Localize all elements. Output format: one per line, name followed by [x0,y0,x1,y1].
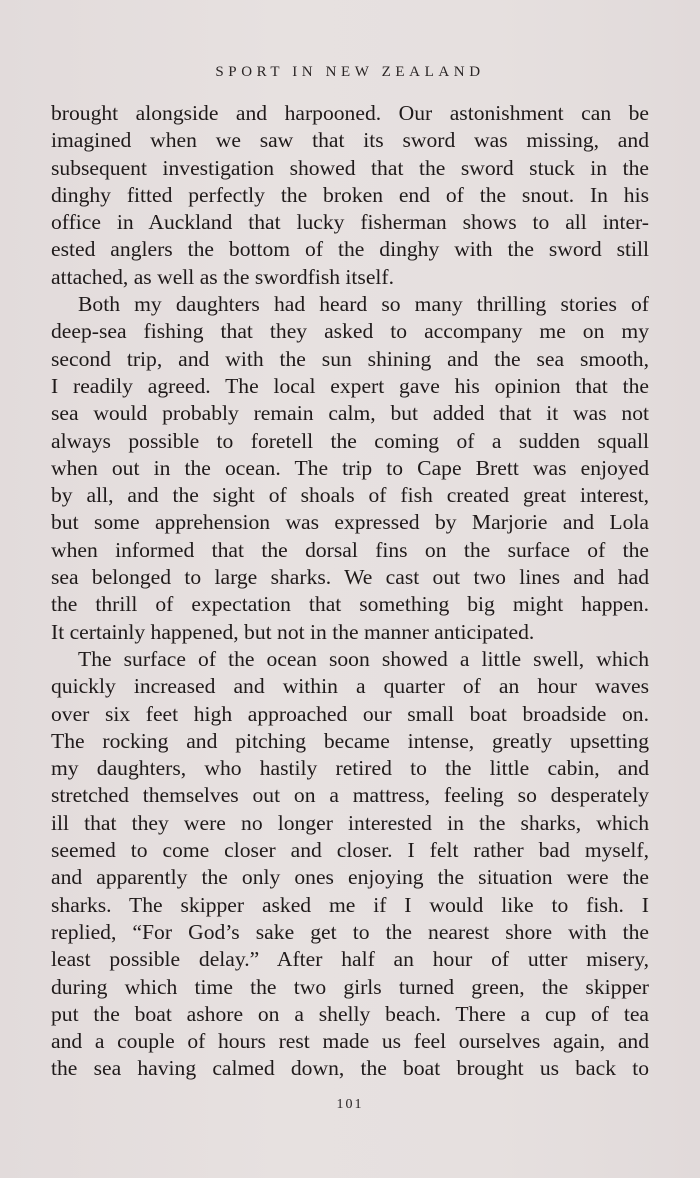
text-line: the thrill of expectation that something big might happen. [51,592,649,617]
text-line: when out in the ocean. The trip to Cape Brett was enjoyed [51,455,649,480]
text-line: the sea having calmed down, the boat brought us back to [51,1056,649,1081]
text-line: but some apprehension was expressed by Marjorie and Lola [51,510,649,535]
page-number: 101 [336,1097,364,1112]
text-line: subsequent investigation showed that the sword stuck in the [51,155,649,180]
text-line: ill that they were no longer interested in the sharks, which [51,810,649,835]
running-head: SPORT IN NEW ZEALAND [215,64,485,80]
text-line: Both my daughters had heard so many thrilling stories of [78,292,649,317]
text-line: The rocking and pitching became intense, greatly upsetting [51,728,649,753]
text-line: deep-sea fishing that they asked to accompany me on my [51,319,649,344]
text-line: The surface of the ocean soon showed a little swell, which [78,646,649,671]
text-line: and a couple of hours rest made us feel ourselves again, and [51,1029,649,1054]
text-line: second trip, and with the sun shining and the sea smooth, [51,346,649,371]
paragraph [51,291,649,646]
text-line: over six feet high approached our small boat broadside on. [51,701,649,726]
text-line: ested anglers the bottom of the dinghy with the sword still [51,237,649,262]
body-text [51,100,649,1083]
text-line: during which time the two girls turned green, the skipper [51,974,649,999]
text-line: by all, and the sight of shoals of fish created great interest, [51,483,649,508]
text-line: my daughters, who hastily retired to the little cabin, and [51,756,649,781]
text-line: put the boat ashore on a shelly beach. There a cup of tea [51,1001,649,1026]
text-line: imagined when we saw that its sword was missing, and [51,128,649,153]
text-line: and apparently the only ones enjoying the situation were the [51,865,649,890]
text-line: sea belonged to large sharks. We cast out two lines and had [51,565,649,590]
paragraph [51,100,649,291]
text-line: stretched themselves out on a mattress, feeling so desperately [51,783,649,808]
text-line: quickly increased and within a quarter of an hour waves [51,674,649,699]
text-line: always possible to foretell the coming of a sudden squall [51,428,649,453]
text-line: I readily agreed. The local expert gave his opinion that the [51,373,649,398]
text-line: sharks. The skipper asked me if I would like to fish. I [51,892,649,917]
text-line: attached, as well as the swordfish itself. [51,264,395,289]
text-line: dinghy fitted perfectly the broken end of the snout. In his [51,182,649,207]
text-line: least possible delay.” After half an hour of utter misery, [51,947,649,972]
text-line: seemed to come closer and closer. I felt rather bad myself, [51,838,649,863]
text-line: when informed that the dorsal fins on the surface of the [51,537,649,562]
text-line: sea would probably remain calm, but added that it was not [51,401,649,426]
text-line: replied, “For God’s sake get to the nearest shore with the [51,919,649,944]
text-line: office in Auckland that lucky fisherman shows to all inter- [51,210,649,235]
paragraph [51,646,649,1083]
text-line: It certainly happened, but not in the manner anticipated. [51,619,535,644]
text-line: brought alongside and harpooned. Our astonishment can be [51,101,649,125]
